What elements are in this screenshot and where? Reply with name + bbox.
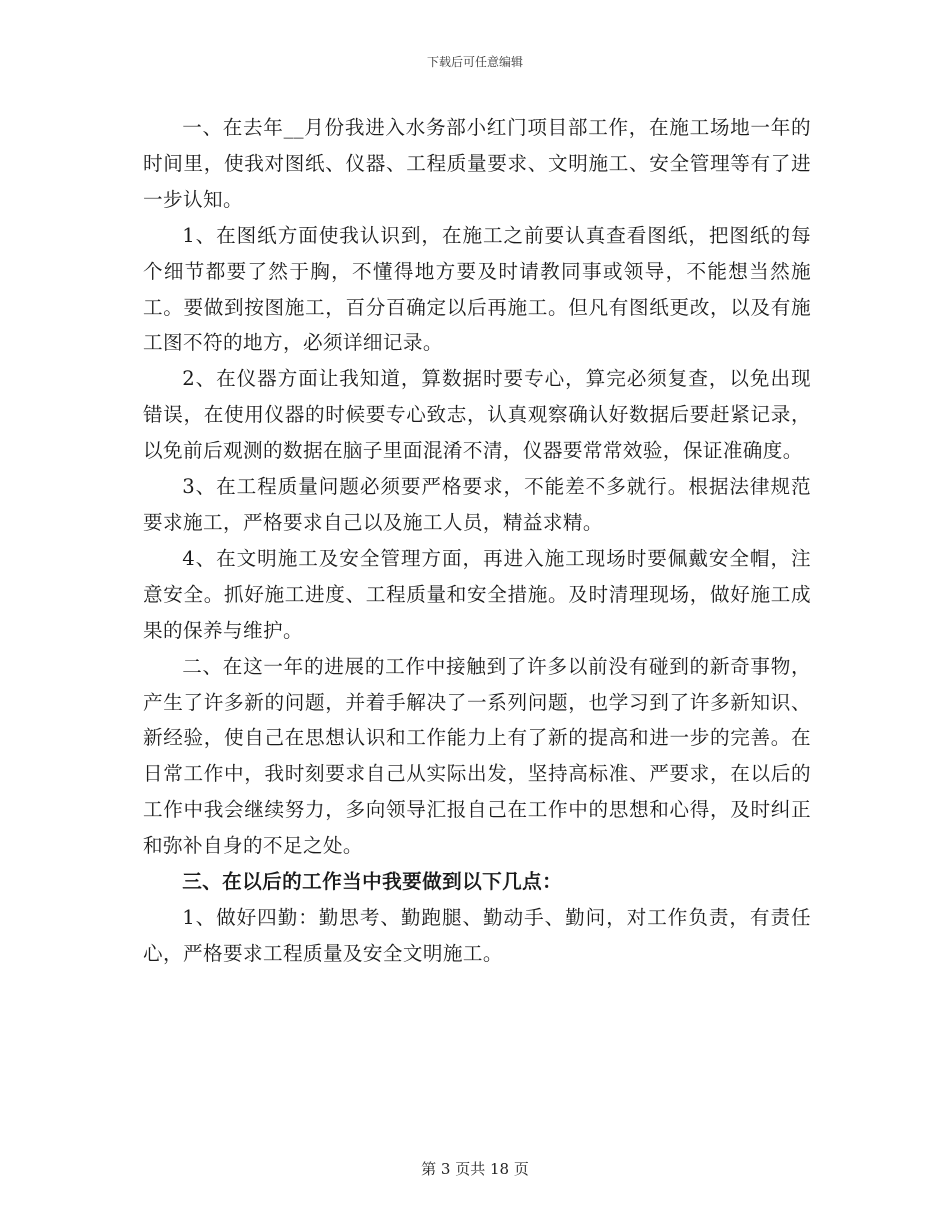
paragraph-item-safety: 4、在文明施工及安全管理方面，再进入施工现场时要佩戴安全帽，注意安全。抓好施工进度、工程质量和安全措施。及时清理现场，做好施工成果的保养与维护。 bbox=[143, 546, 811, 642]
document-body bbox=[143, 110, 811, 972]
paragraph-item-drawings: 1、在图纸方面使我认识到，在施工之前要认真查看图纸，把图纸的每个细节都要了然于胸，不懂得地方要及时请教同事或领导，不能想当然施工。要做到按图施工，百分百确定以后再施工。但凡有图纸更改，以及有施工图不符的地方，必须详细记录。 bbox=[143, 223, 811, 355]
section-heading-3: 三、在以后的工作当中我要做到以下几点： bbox=[182, 870, 563, 894]
paragraph-section-2: 二、在这一年的进展的工作中接触到了许多以前没有碰到的新奇事物，产生了许多新的问题，并着手解决了一系列问题，也学习到了许多新知识、新经验，使自己在思想认识和工作能力上有了新的提高和进一步的完善。在日常工作中，我时刻要求自己从实际出发，坚持高标准、严要求，在以后的工作中我会继续努力，多向领导汇报自己在工作中的思想和心得，及时纠正和弥补自身的不足之处。 bbox=[143, 654, 811, 858]
paragraph-section-1: 一、在去年__月份我进入水务部小红门项目部工作，在施工场地一年的时间里，使我对图纸、仪器、工程质量要求、文明施工、安全管理等有了进一步认知。 bbox=[143, 116, 811, 211]
paragraph-item-quality: 3、在工程质量问题必须要严格要求，不能差不多就行。根据法律规范要求施工，严格要求自己以及施工人员，精益求精。 bbox=[143, 475, 811, 534]
page-footer: 第 3 页共 18 页 bbox=[421, 1160, 529, 1178]
paragraph-item-four-diligences: 1、做好四勤：勤思考、勤跑腿、勤动手、勤问，对工作负责，有责任心，严格要求工程质量及安全文明施工。 bbox=[143, 905, 811, 965]
paragraph-item-instruments: 2、在仪器方面让我知道，算数据时要专心，算完必须复查，以免出现错误，在使用仪器的时候要专心致志，认真观察确认好数据后要赶紧记录，以免前后观测的数据在脑子里面混淆不清，仪器要常常效验，保证准确度。 bbox=[143, 367, 811, 463]
page-header: 下载后可任意编辑 bbox=[426, 55, 523, 69]
